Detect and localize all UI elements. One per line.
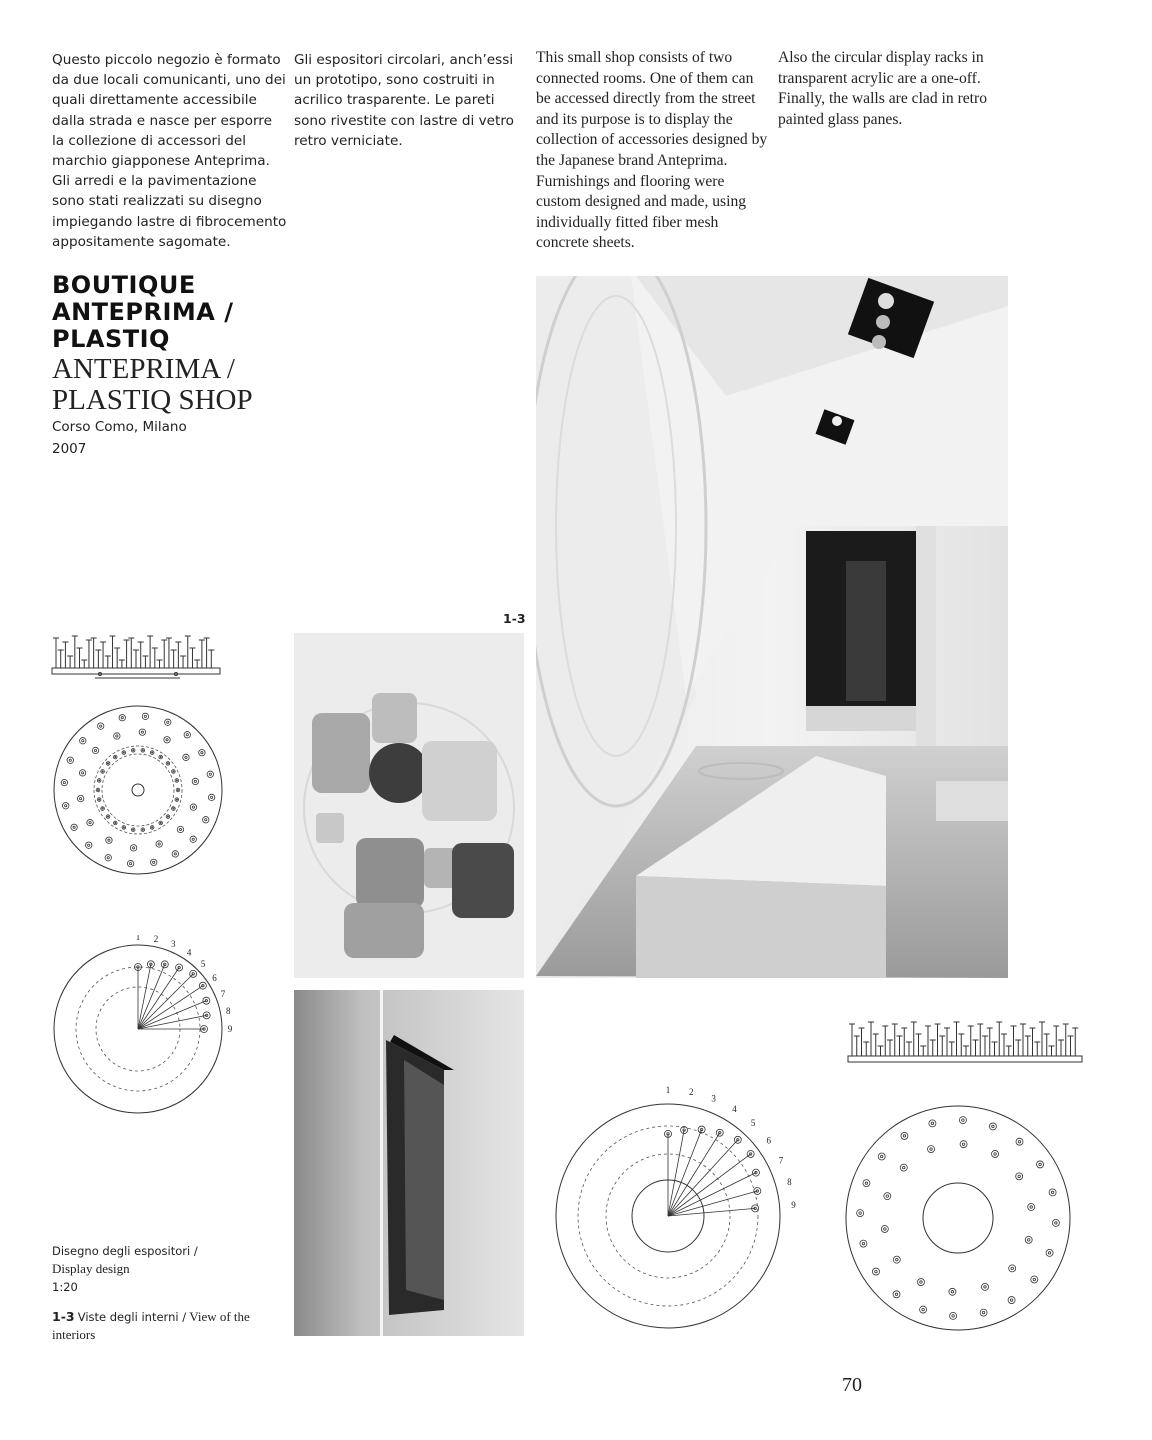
title-it-line-3: PLASTIQ xyxy=(52,325,170,353)
italian-text-column-1: Questo piccolo negozio è formato da due locali comunicanti, uno dei quali direttamente accessibile dalla strada e nasce per esporre la collezione di accessori del marchio giapponese Anteprima. Gli arredi e la pavimentazione sono stati realizzati su disegno impiegando lastre di fibrocemento appositamente sagomate. xyxy=(52,52,287,250)
svg-text:4: 4 xyxy=(732,1104,737,1115)
title-en-line-1: ANTEPRIMA / xyxy=(52,353,235,385)
title-it-line-1: BOUTIQUE xyxy=(52,271,196,299)
display-numbered-plan-drawing-small xyxy=(52,935,247,1115)
svg-text:6: 6 xyxy=(766,1135,772,1146)
drawing-caption-scale: 1:20 xyxy=(52,1280,78,1294)
figure-label: 1-3 xyxy=(503,611,526,626)
project-year: 2007 xyxy=(52,441,87,457)
display-plan-drawing-small xyxy=(52,704,224,876)
title-it-line-2: ANTEPRIMA / xyxy=(52,298,234,326)
interior-photo-main xyxy=(536,276,1008,978)
photo-wall-hook xyxy=(294,990,524,1336)
svg-text:8: 8 xyxy=(225,1006,231,1017)
page-number: 70 xyxy=(842,1374,862,1396)
svg-text:2: 2 xyxy=(153,935,159,944)
svg-text:5: 5 xyxy=(750,1118,756,1129)
project-title-block xyxy=(52,272,312,459)
english-text-column-2: Also the circular display racks in transparent acrylic are a one-off. Finally, the walls are clad in retro painted glass panes. xyxy=(778,49,987,128)
title-en-line-2: PLASTIQ SHOP xyxy=(52,384,253,416)
project-location: Corso Como, Milano xyxy=(52,419,187,435)
display-numbered-plan-drawing-large xyxy=(550,1086,810,1336)
svg-text:3: 3 xyxy=(170,939,176,950)
svg-text:1: 1 xyxy=(135,935,141,942)
photo-bags-display xyxy=(294,633,524,978)
svg-text:3: 3 xyxy=(711,1093,716,1104)
display-plan-drawing-large xyxy=(844,1104,1074,1334)
english-text-column-1: This small shop consists of two connected rooms. One of them can be accessed directly from the street and its purpose is to display the collection of accessories designed by the Japanese brand Anteprima. Furnishings and flooring were custom designed and made, using individually fitted fiber mesh concrete sheets. xyxy=(536,49,768,252)
drawing-caption-it: Disegno degli espositori / xyxy=(52,1244,198,1258)
views-caption xyxy=(52,1308,252,1344)
display-elevation-drawing-large xyxy=(846,1016,1086,1066)
display-elevation-drawing-small xyxy=(50,628,222,684)
svg-text:8: 8 xyxy=(787,1177,792,1188)
svg-text:5: 5 xyxy=(200,958,206,969)
svg-text:1: 1 xyxy=(665,1086,671,1095)
svg-text:7: 7 xyxy=(778,1155,784,1166)
drawing-caption-en: Display design xyxy=(52,1261,130,1276)
svg-text:4: 4 xyxy=(186,947,192,958)
svg-text:9: 9 xyxy=(227,1024,233,1034)
svg-text:2: 2 xyxy=(688,1087,694,1098)
italian-text-column-2: Gli espositori circolari, anch’essi un prototipo, sono costruiti in acrilico trasparente. Le pareti sono rivestite con lastre di vetro retro verniciate. xyxy=(294,52,514,149)
views-caption-it: Viste degli interni / xyxy=(77,1310,187,1324)
svg-text:6: 6 xyxy=(212,972,217,983)
svg-text:9: 9 xyxy=(791,1200,796,1211)
views-caption-en: View of the interiors xyxy=(52,1309,250,1342)
views-caption-number: 1-3 xyxy=(52,1309,75,1324)
drawing-caption xyxy=(52,1242,272,1296)
svg-text:7: 7 xyxy=(220,988,226,999)
